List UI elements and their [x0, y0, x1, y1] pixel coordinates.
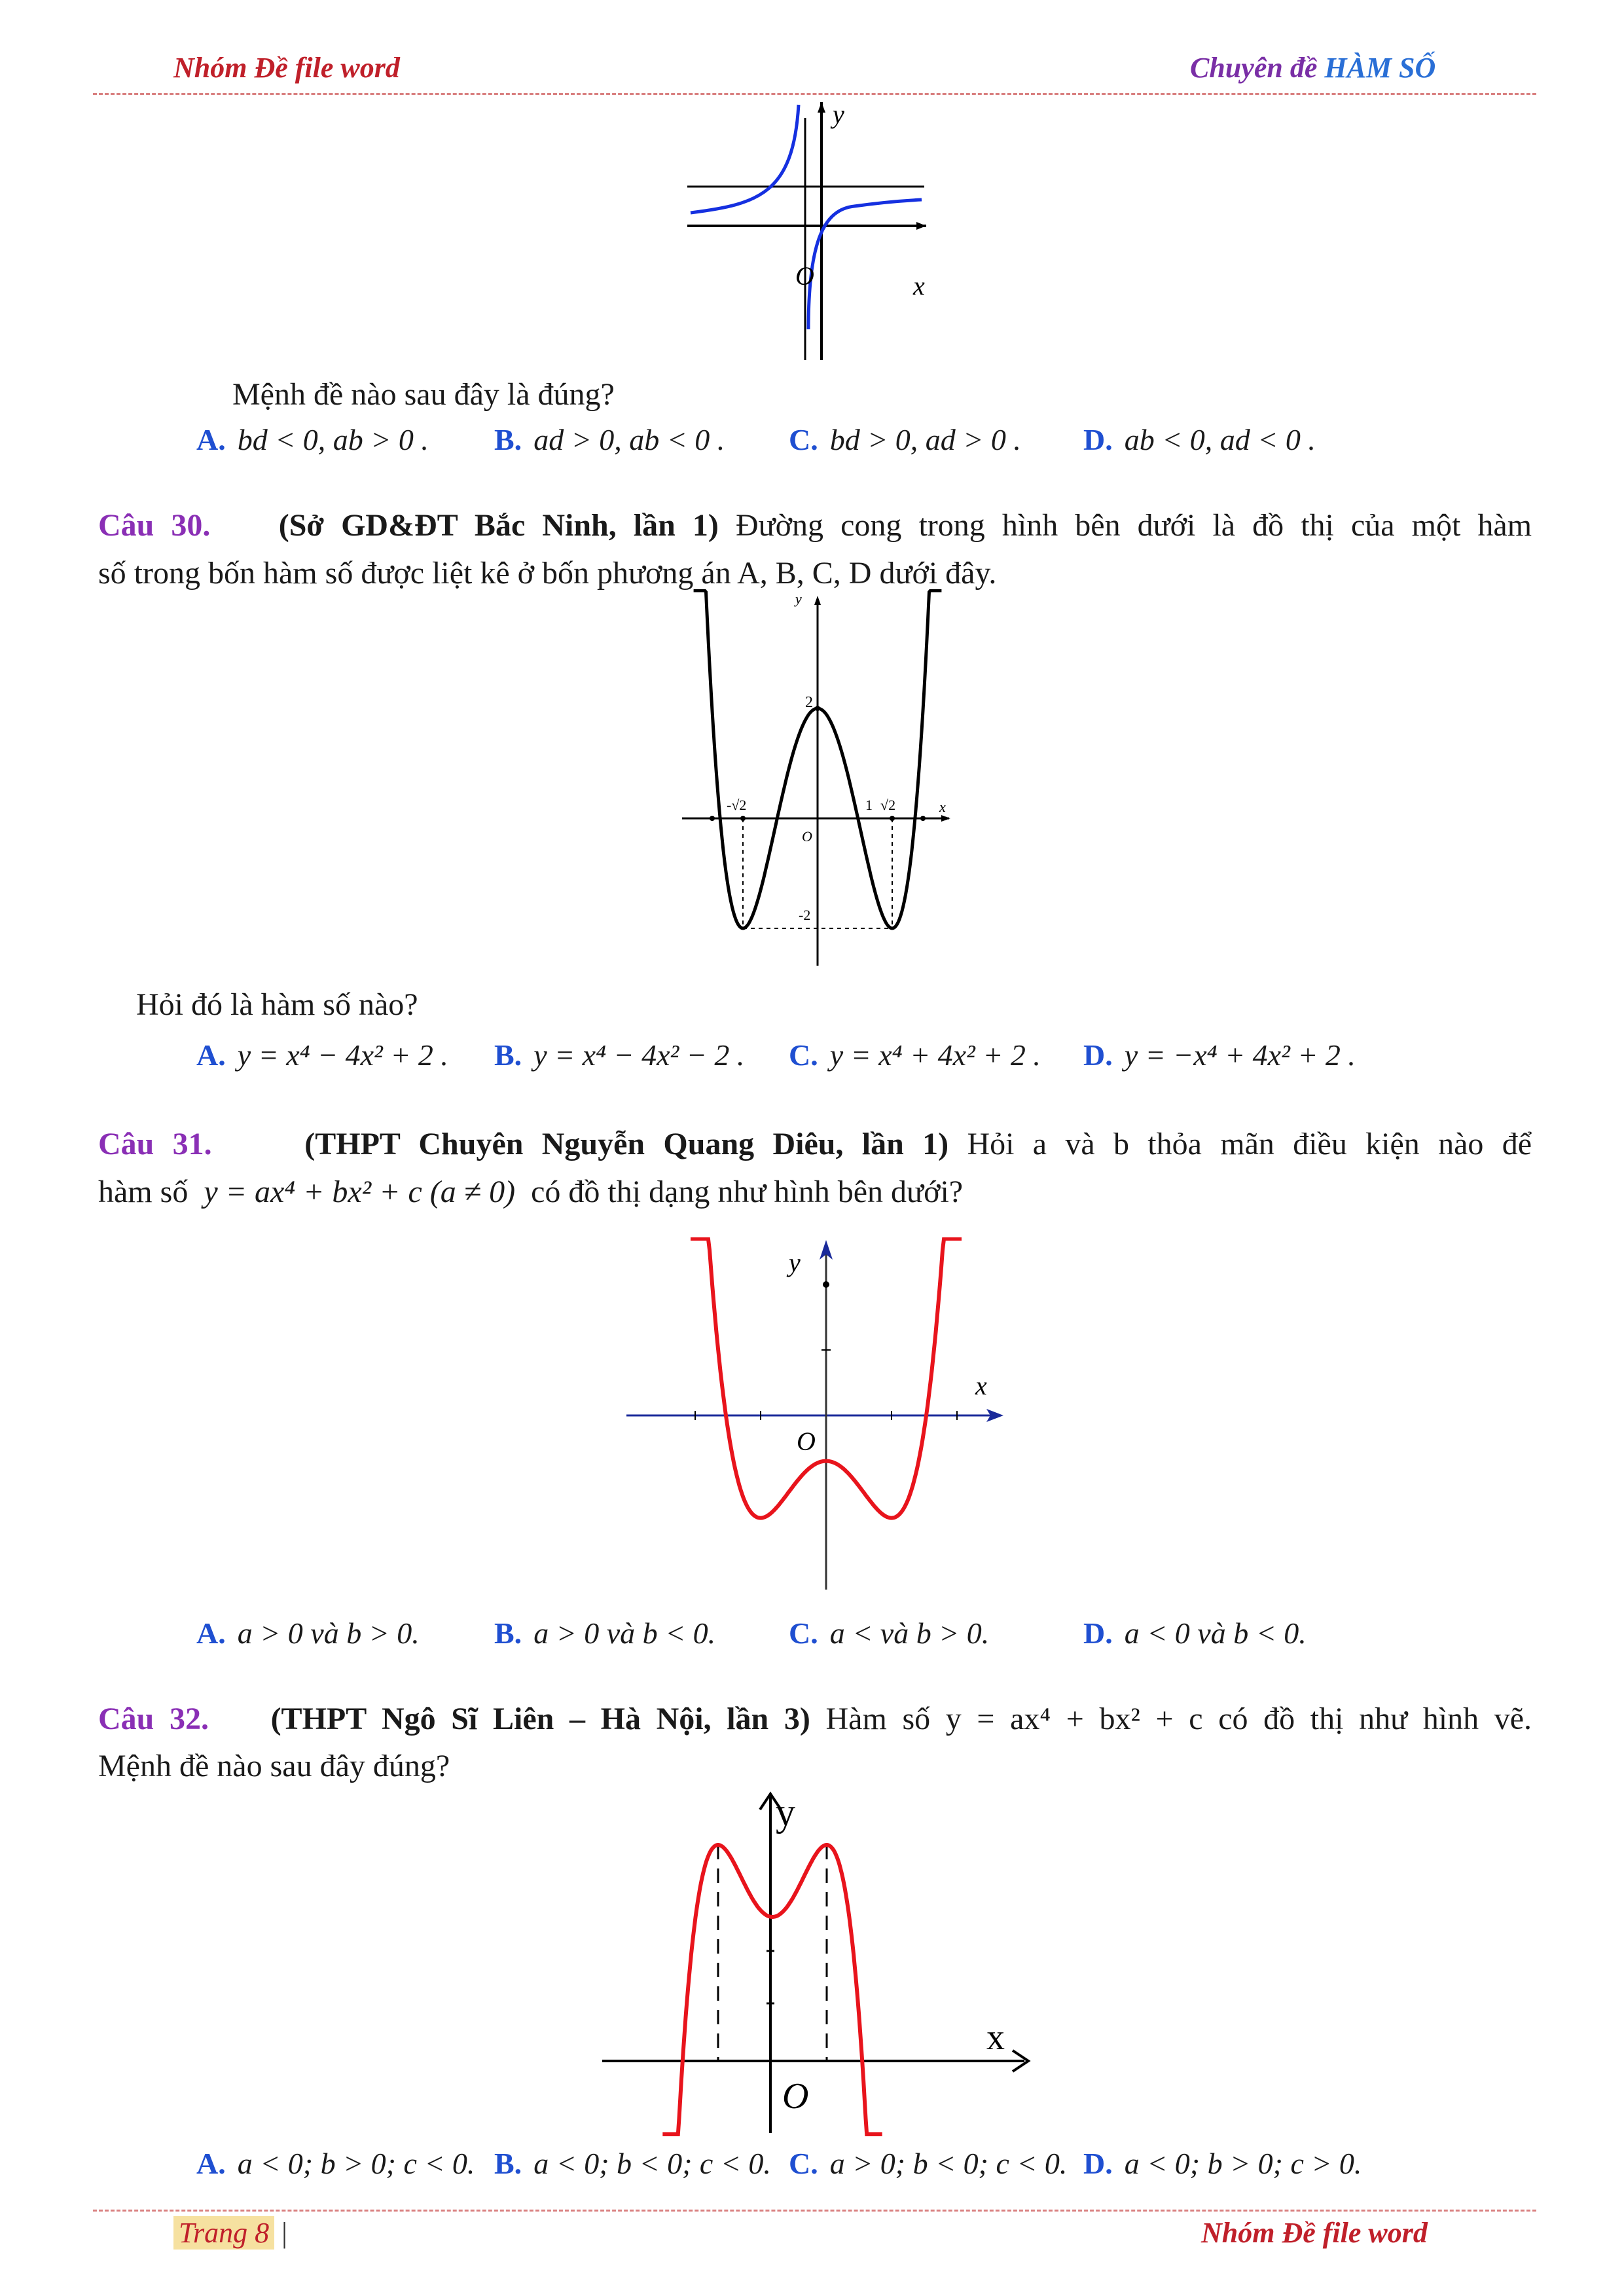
option-text: a > 0 và b > 0. [237, 1616, 420, 1650]
tick-label-neg-sqrt2: -√2 [727, 797, 747, 813]
q31-line2-suffix: có đồ thị dạng như hình bên dưới? [531, 1175, 964, 1209]
y-axis-arrow [814, 596, 821, 605]
q32-graph [599, 1787, 1044, 2141]
option-label: D. [1083, 2147, 1113, 2180]
tick-label-sqrt2: √2 [880, 797, 896, 813]
header-rule [93, 93, 1536, 95]
q30-prompt: Hỏi đó là hàm số nào? [136, 987, 418, 1022]
q31-label: Câu 31. [98, 1127, 212, 1161]
option-text: y = x⁴ − 4x² − 2 . [533, 1038, 745, 1072]
option-label: B. [494, 1038, 522, 1072]
header-right [1190, 51, 1435, 84]
q30-line1 [98, 501, 1532, 551]
option-text: a < 0 và b < 0. [1124, 1616, 1307, 1650]
quartic-curve [662, 1845, 882, 2134]
x-label: x [986, 2017, 1005, 2058]
option-label: D. [1083, 1038, 1113, 1072]
y-label: y [776, 1791, 795, 1834]
q30-line2: số trong bốn hàm số được liệt kê ở bốn phương án A, B, C, D dưới đây. [98, 556, 997, 591]
q31-graph [625, 1237, 1005, 1591]
y-label: y [795, 591, 802, 607]
header-right-prefix: Chuyên đề [1190, 52, 1318, 84]
q30-line1-rest: Đường cong trong hình bên dưới là đồ thị của một hàm [735, 508, 1532, 543]
q29-option-b [494, 422, 725, 457]
origin-label: O [782, 2076, 809, 2117]
q32-line2: Mệnh đề nào sau đây đúng? [98, 1749, 450, 1783]
origin-label: O [795, 261, 814, 291]
q32-line1 [98, 1694, 1532, 1744]
q32-label: Câu 32. [98, 1702, 209, 1736]
q29-prompt: Mệnh đề nào sau đây là đúng? [232, 377, 615, 412]
footer-separator: | [281, 2217, 287, 2249]
y-axis-arrow [818, 102, 825, 113]
tick-label-1: 1 [865, 797, 873, 813]
option-label: C. [789, 1616, 818, 1650]
footer-rule [93, 2210, 1536, 2212]
q30-source: (Sở GD&ĐT Bắc Ninh, lần 1) [278, 508, 719, 543]
q30-option-b [494, 1038, 744, 1072]
point [710, 816, 715, 821]
q30-graph [681, 589, 956, 969]
option-label: C. [789, 1038, 818, 1072]
q30-option-a [196, 1038, 448, 1072]
q31-line2 [98, 1167, 963, 1217]
q31-option-d [1083, 1616, 1307, 1650]
tick-label-neg2: -2 [799, 907, 811, 923]
option-label: A. [196, 423, 226, 456]
page-number: Trang 8 [173, 2216, 274, 2250]
q30-label: Câu 30. [98, 508, 211, 543]
option-text: a > 0; b < 0; c < 0. [829, 2147, 1068, 2180]
option-label: A. [196, 1616, 226, 1650]
y-label: y [789, 1248, 801, 1277]
option-text: a < 0; b > 0; c > 0. [1124, 2147, 1362, 2180]
x-axis-arrow [916, 222, 926, 230]
footer-left [173, 2216, 287, 2250]
tick-label-2: 2 [805, 694, 813, 711]
y-label: y [833, 100, 844, 129]
header-left: Nhóm Đề file word [173, 52, 400, 84]
point [890, 816, 895, 821]
option-text: a > 0 và b < 0. [533, 1616, 716, 1650]
option-text: ad > 0, ab < 0 . [533, 423, 725, 456]
point [920, 816, 926, 821]
point [740, 816, 746, 821]
q32-option-d [1083, 2146, 1362, 2181]
q31-option-c [789, 1616, 989, 1650]
option-label: B. [494, 423, 522, 456]
x-label: x [975, 1371, 987, 1400]
q31-source: (THPT Chuyên Nguyễn Quang Diêu, lần 1) [304, 1127, 949, 1161]
q31-formula: y = ax⁴ + bx² + c (a ≠ 0) [204, 1175, 516, 1209]
q29-option-c [789, 422, 1021, 457]
q30-option-c [789, 1038, 1041, 1072]
point [815, 706, 820, 711]
q32-line1-rest: Hàm số y = ax⁴ + bx² + c có đồ thị như hình vẽ. [825, 1702, 1532, 1736]
option-label: A. [196, 1038, 226, 1072]
option-text: y = x⁴ − 4x² + 2 . [237, 1038, 448, 1072]
option-text: ab < 0, ad < 0 . [1124, 423, 1316, 456]
q29-option-a [196, 422, 429, 457]
option-text: y = x⁴ + 4x² + 2 . [829, 1038, 1041, 1072]
point [823, 1281, 829, 1288]
header-topic: HÀM SỐ [1324, 52, 1436, 84]
q32-option-a [196, 2146, 475, 2181]
q32-option-c [789, 2146, 1067, 2181]
curve-left-branch [691, 105, 799, 213]
q31-option-a [196, 1616, 420, 1650]
option-label: D. [1083, 423, 1113, 456]
x-axis-arrow [941, 815, 950, 822]
q31-line1 [98, 1120, 1532, 1169]
x-label: x [939, 799, 946, 815]
option-text: a < 0; b > 0; c < 0. [237, 2147, 475, 2180]
q29-option-d [1083, 422, 1316, 457]
option-text: y = −x⁴ + 4x² + 2 . [1124, 1038, 1356, 1072]
option-label: D. [1083, 1616, 1113, 1650]
option-label: B. [494, 1616, 522, 1650]
option-label: B. [494, 2147, 522, 2180]
option-text: bd < 0, ab > 0 . [237, 423, 429, 456]
option-label: C. [789, 423, 818, 456]
q29-graph [681, 98, 929, 363]
q31-line2-prefix: hàm số [98, 1175, 189, 1209]
origin-label: O [802, 828, 812, 845]
x-label: x [913, 271, 925, 301]
origin-label: O [797, 1427, 816, 1456]
footer-right: Nhóm Đề file word [1201, 2217, 1428, 2249]
q31-option-b [494, 1616, 715, 1650]
q31-line1-rest: Hỏi a và b thỏa mãn điều kiện nào để [967, 1127, 1532, 1161]
q32-option-b [494, 2146, 771, 2181]
option-text: a < và b > 0. [829, 1616, 990, 1650]
option-text: bd > 0, ad > 0 . [829, 423, 1021, 456]
curve-right-branch [808, 200, 922, 329]
q32-source: (THPT Ngô Sĩ Liên – Hà Nội, lần 3) [270, 1702, 810, 1736]
q30-option-d [1083, 1038, 1356, 1072]
option-label: A. [196, 2147, 226, 2180]
option-text: a < 0; b < 0; c < 0. [533, 2147, 771, 2180]
option-label: C. [789, 2147, 818, 2180]
